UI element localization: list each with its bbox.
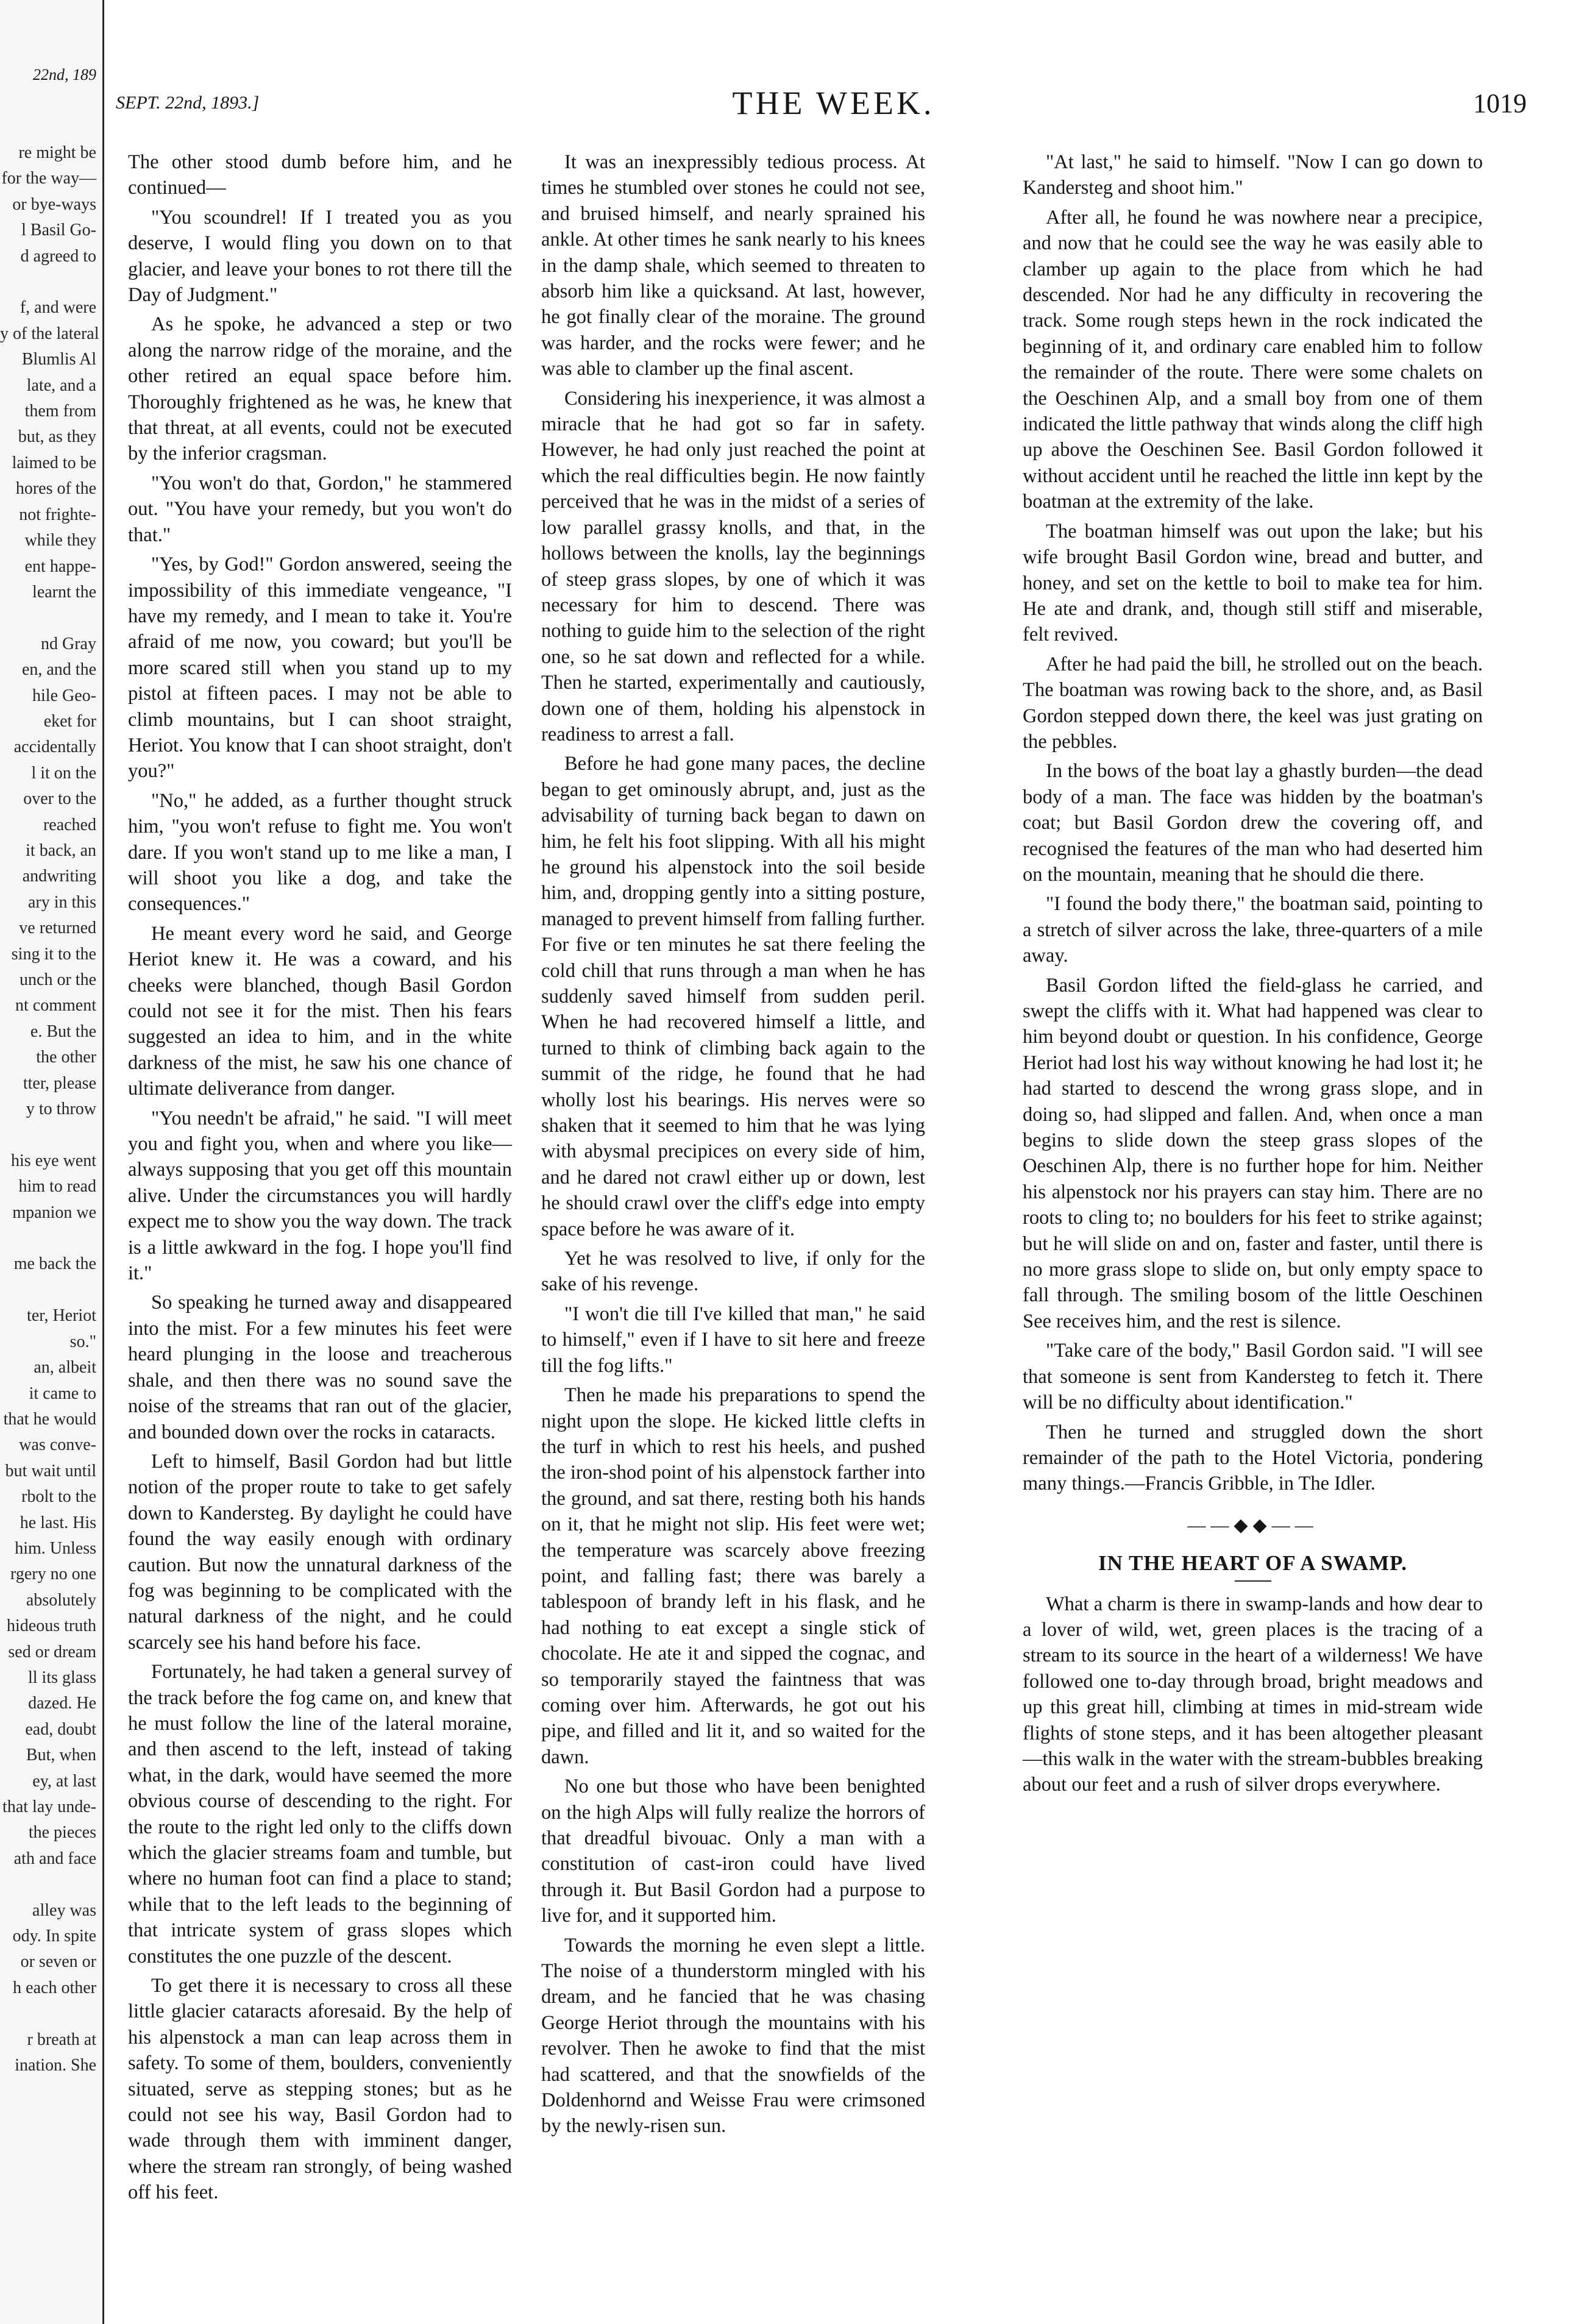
- fragment-line: that lay unde-: [2, 1797, 96, 1816]
- fragment-line: ent happe-: [24, 556, 96, 576]
- fragment-line: the other: [36, 1048, 96, 1067]
- header-date: SEPT. 22nd, 1893.]: [116, 93, 260, 113]
- fragment-line: him. Unless: [15, 1538, 96, 1558]
- paragraph: Yet he was resolved to live, if only for the sake of his revenge.: [541, 1248, 925, 1296]
- paragraph: Fortunately, he had taken a general survey of the track before the fog came on, and knew that he must follow the line of the lateral moraine, and then ascend to the left, instead of taking what, in the dark, would have seemed the more obvious course of descending to the right. For the route to the right led only to the cliffs down which the glacier streams foam and tumble, but where no human foot can find a place to stand; while that to the left leads to the beginning of that intricate system of grass slopes which constitutes the one puzzle of the descent.: [128, 1661, 512, 1967]
- page-number: 1019: [1473, 88, 1527, 118]
- fragment-line: y of the lateral: [0, 324, 99, 343]
- fragment-line: the pieces: [28, 1823, 96, 1842]
- paragraph: Then he turned and struggled down the short remainder of the path to the Hotel Victoria, pondering many things.—Francis Gribble, in The Idler.: [1023, 1421, 1483, 1495]
- fragment-line: [0, 605, 102, 631]
- fragment-line: or bye-ways: [12, 194, 96, 214]
- fragment-line: absolutely: [26, 1590, 96, 1610]
- fragment-line: But, when: [26, 1746, 96, 1765]
- fragment-line: an, albeit: [34, 1358, 96, 1377]
- paragraph: "Yes, by God!" Gordon answered, seeing the impossibility of this immediate vengeance, "I have my remedy, and I mean to take it. You're afraid of me now, you coward; but you'll be more scared still when you stand up to my pistol at fifteen paces. I may not be able to climb mountains, but I can shoot straight, Heriot. You know that I can shoot straight, don't you?": [128, 553, 512, 783]
- paragraph: Towards the morning he even slept a little. The noise of a thunderstorm mingled with his dream, and he fancied that he was chasing George Heriot through the mountains with his revolver. Then he awoke to find that the mist had scattered, and that the snowfields of the Doldenhornd and Weisse Frau were crimsoned by the newly-risen sun.: [541, 1934, 925, 2137]
- previous-page-fragments: [0, 140, 102, 2078]
- fragment-line: not frighte-: [19, 505, 96, 524]
- fragment-line: it came to: [29, 1384, 96, 1403]
- fragment-line: rbolt to the: [21, 1487, 96, 1507]
- fragment-line: alley was: [32, 1900, 96, 1920]
- fragment-line: while they: [24, 531, 96, 550]
- fragment-line: [0, 1226, 102, 1251]
- paragraph: Then he made his preparations to spend the night upon the slope. He kicked little clefts in the turf in which to rest his heels, and pushed the iron-shod point of his alpenstock farther into the ground, and sat there, resting both his hands on it, that he might not slip. His feet were wet; the temperature was scarcely above freezing point, and falling fast; there was barely a tablespoon of brandy left in his flask, and he had nothing to eat except a single stick of chocolate. He ate it and sipped the cognac, and so temporarily stayed the faintness that was coming over him. Afterwards, he got out his pipe, and filled and lit it, and so waited for the dawn.: [541, 1384, 925, 1768]
- column-3: [1023, 149, 1483, 1802]
- fragment-line: ve returned: [19, 919, 96, 938]
- fragment-line: l Basil Go-: [21, 221, 96, 240]
- paragraph: Before he had gone many paces, the decline began to get ominously abrupt, and, just as the advisability of turning back began to dawn on him, he felt his foot slipping. With all his might he ground his alpenstock into the soil beside him, and, dropping gently into a sitting posture, managed to prevent himself from falling further. For five or ten minutes he sat there feeling the cold chill that runs through a man when he has suddenly saved himself from sudden peril. When he had recovered himself a little, and turned to think of climbing back again to the summit of the ridge, he found that he had wholly lost his bearings. His nerves were so shaken that it seemed to him that he was lying with abysmal precipices on every side of him, and he dared not crawl either up or down, lest he should crawl over the cliff's edge into empty space before he was aware of it.: [541, 753, 925, 1240]
- paragraph: To get there it is necessary to cross all these little glacier cataracts aforesaid. By the help of his alpenstock a man can leap across them in safety. To some of them, boulders, conveniently situated, serve as stepping stones; but as he could not see his way, Basil Gordon had to wade through them with imminent danger, where the stream ran strongly, of being washed off his feet.: [128, 1975, 512, 2204]
- fragment-line: that he would: [3, 1409, 96, 1429]
- fragment-line: for the way—: [1, 169, 96, 188]
- fragment-line: e. But the: [30, 1022, 96, 1041]
- fragment-line: rgery no one: [10, 1565, 96, 1584]
- fragment-line: [0, 1872, 102, 1897]
- paragraph: Considering his inexperience, it was almost a miracle that he had got so far in safety. However, he had only just reached the point at which the real difficulties begin. He now faintly perceived that he was in the midst of a series of low parallel grassy knolls, and that, in the hollows between the knolls, lay the beginnings of steep grass slopes, by one of which it was necessary for him to descend. There was nothing to guide him to the selection of the right one, so he sat down and reflected for a while. Then he started, experimentally and cautiously, down one of them, holding his alpenstock in readiness to arrest a fall.: [541, 387, 925, 745]
- paragraph: "At last," he said to himself. "Now I can go down to Kandersteg and shoot him.": [1023, 151, 1483, 199]
- paragraph: What a charm is there in swamp-lands and how dear to a lover of wild, wet, green places is the tracing of a stream to its source in the heart of a wilderness! We have followed one to-day through broad, bright meadows and up this great hill, climbing at times in mid-stream wide flights of stone steps, and it has been altogether pleasant—this walk in the water with the stream-bubbles breaking about our feet and a rush of silver drops everywhere.: [1023, 1593, 1483, 1796]
- fragment-line: late, and a: [26, 375, 96, 395]
- fragment-line: was conve-: [19, 1435, 96, 1455]
- paragraph: "You won't do that, Gordon," he stammered out. "You have your remedy, but you won't do that.": [128, 472, 512, 546]
- fragment-line: reached: [43, 815, 96, 834]
- paragraph: "No," he added, as a further thought struck him, "you won't refuse to fight me. You won't dare. If you won't stand up to me like a man, I will shoot you like a dog, and take the consequences.": [128, 789, 512, 915]
- paragraph: After he had paid the bill, he strolled out on the beach. The boatman was rowing back to the shore, and, as Basil Gordon stepped down there, the keel was just grating on the pebbles.: [1023, 653, 1483, 753]
- column-2: [541, 149, 925, 2143]
- paragraph: No one but those who have been benighted on the high Alps will fully realize the horrors of that dreadful bivouac. Only a man with a constitution of cast-iron could have lived through it. But Basil Gordon had a purpose to live for, and it supported him.: [541, 1775, 925, 1927]
- paragraph: The other stood dumb before him, and he continued—: [128, 151, 512, 199]
- fragment-line: me back the: [13, 1254, 96, 1274]
- paragraph: In the bows of the boat lay a ghastly burden—the dead body of a man. The face was hidden by the boatman's coat; but Basil Gordon drew the covering off, and recognised the features of the man who had deserted him on the mountain, meaning that he should die there.: [1023, 760, 1483, 886]
- fragment-line: l it on the: [31, 763, 96, 783]
- paragraph: "I won't die till I've killed that man," he said to himself," even if I have to sit here and freeze till the fog lifts.": [541, 1302, 925, 1377]
- paragraph: "Take care of the body," Basil Gordon said. "I will see that someone is sent from Kandersteg to fetch it. There will be no difficulty about identification.": [1023, 1340, 1483, 1414]
- paragraph: "You scoundrel! If I treated you as you deserve, I would fling you down on to that glacier, and leave your bones to rot there till the Day of Judgment.": [128, 206, 512, 307]
- fragment-line: [0, 1277, 102, 1303]
- fragment-line: nt comment: [15, 996, 96, 1015]
- fragment-line: him to read: [18, 1177, 96, 1196]
- fragment-line: ey, at last: [32, 1771, 96, 1791]
- section-divider: ——◆◆——: [1187, 1515, 1318, 1535]
- fragment-line: his eye went: [11, 1151, 96, 1170]
- fragment-line: eket for: [43, 711, 96, 731]
- fragment-line: he last. His: [20, 1513, 96, 1532]
- fragment-line: ody. In spite: [12, 1927, 96, 1946]
- fragment-line: re might be: [18, 143, 96, 162]
- paragraph: Basil Gordon lifted the field-glass he carried, and swept the cliffs with it. What had happened was clear to him beyond doubt or question. In his confidence, George Heriot had lost his way without knowing he had lost it; he had started to descend the wrong grass slope, and in doing so, had slipped and fallen. And, when once a man begins to slide down the steep grass slopes of the Oeschinen Alp, there is no further hope for him. Neither his alpenstock nor his prayers can stay him. There are no roots to cling to; no boulders for his feet to strike against; but he will slide on and on, faster and faster, until there is no more grass slope to slide on, but only empty space to fall through. The smiling bosom of the little Oeschinen See receives him, and the rest is silence.: [1023, 974, 1483, 1332]
- fragment-line: r breath at: [27, 2030, 96, 2049]
- fragment-line: but, as they: [18, 427, 96, 447]
- fragment-line: d agreed to: [20, 246, 96, 266]
- paragraph: So speaking he turned away and disappeared into the mist. For a few minutes his feet were heard plunging in the loose and treacherous shale, and then there was no sound save the noise of the streams that ran out of the glacier, and bounded down over the rocks in cataracts.: [128, 1292, 512, 1443]
- fragment-line: y to throw: [26, 1100, 96, 1119]
- fragment-line: sing it to the: [11, 944, 96, 964]
- paragraph: It was an inexpressibly tedious process. At times he stumbled over stones he could not see, and bruised himself, and nearly sprained his ankle. At other times he sank nearly to his knees in the damp shale, which seemed to threaten to absorb him like a quicksand. At last, however, he got finally clear of the moraine. The ground was harder, and the rocks were fewer; and he was able to clamber up the final ascent.: [541, 151, 925, 380]
- paragraph: Left to himself, Basil Gordon had but little notion of the proper route to take to get safely down to Kandersteg. By daylight he could have found the way easily enough with ordinary caution. But now the unnatural darkness of the fog was beginning to be complicated with the natural darkness of the night, and he could scarcely see his hand before his face.: [128, 1450, 512, 1654]
- fragment-line: them from: [24, 402, 96, 421]
- fragment-line: so.": [69, 1332, 96, 1351]
- fragment-line: hores of the: [15, 479, 96, 499]
- fragment-line: accidentally: [13, 737, 96, 757]
- fragment-line: over to the: [23, 789, 96, 809]
- paragraph: "I found the body there," the boatman said, pointing to a stretch of silver across the lake, three-quarters of a mile away.: [1023, 893, 1483, 967]
- fragment-line: en, and the: [21, 660, 96, 680]
- fragment-line: [0, 269, 102, 295]
- previous-page-edge: [0, 0, 104, 2324]
- fragment-line: ead, doubt: [25, 1719, 96, 1739]
- paragraph: As he spoke, he advanced a step or two along the narrow ridge of the moraine, and the other retired an equal space before him. Thoroughly frightened as he was, he knew that that threat, at all events, could not be executed by the inferior cragsman.: [128, 313, 512, 465]
- fragment-line: it back, an: [26, 840, 96, 860]
- fragment-line: ination. She: [15, 2056, 96, 2075]
- fragment-line: h each other: [13, 1978, 96, 1997]
- fragment-line: tter, please: [23, 1073, 96, 1093]
- column-1: [128, 149, 512, 2209]
- fragment-line: nd Gray: [41, 634, 96, 653]
- fragment-line: learnt the: [32, 582, 96, 602]
- fragment-line: f, and were: [20, 298, 96, 318]
- section-title: IN THE HEART OF A SWAMP.: [1098, 1551, 1408, 1576]
- publication-title: THE WEEK.: [732, 85, 935, 121]
- fragment-line: andwriting: [22, 867, 96, 886]
- fragment-line: but wait until: [5, 1461, 96, 1480]
- fragment-line: hile Geo-: [32, 686, 96, 705]
- fragment-line: hideous truth: [7, 1616, 96, 1636]
- fragment-line: or seven or: [20, 1952, 96, 1972]
- paragraph: The boatman himself was out upon the lake; but his wife brought Basil Gordon wine, bread and butter, and honey, and set on the kettle to boil to make tea for him. He ate and drank, and, though still stiff and miserable, felt revived.: [1023, 520, 1483, 646]
- swamp-article: [1023, 1591, 1483, 1798]
- fragment-line: ary in this: [28, 892, 96, 912]
- title-rule: [1235, 1580, 1271, 1582]
- paragraph: "You needn't be afraid," he said. "I will meet you and fight you, when and where you like—always supposing that you get off this mountain alive. Under the circumstances you will hardly expect me to show you the way down. The track is a little awkward in the fog. I hope you'll find it.": [128, 1107, 512, 1285]
- fragment-line: ter, Heriot: [27, 1306, 96, 1326]
- paragraph: He meant every word he said, and George Heriot knew it. He was a coward, and his cheeks were blanched, though Basil Gordon could not see it for the mist. Then his fears suggested an idea to him, and in the white darkness of the mist, he saw his one chance of ultimate deliverance from danger.: [128, 922, 512, 1100]
- fragment-line: ath and face: [13, 1849, 96, 1868]
- fragment-line: laimed to be: [12, 453, 96, 472]
- previous-page-date: 22nd, 189: [33, 66, 96, 84]
- fragment-line: [0, 1122, 102, 1148]
- story-conclusion: [1023, 149, 1483, 1497]
- page-header: [116, 84, 1551, 133]
- fragment-line: unch or the: [20, 970, 96, 989]
- fragment-line: sed or dream: [8, 1642, 96, 1661]
- fragment-line: Blumlis Al: [21, 350, 96, 369]
- paragraph: After all, he found he was nowhere near a precipice, and now that he could see the way he was easily able to clamber up again to the place from which he had descended. Nor had he any difficulty in recovering the track. Some rough steps hewn in the rock indicated the beginning of it, and ordinary care enabled him to follow the remainder of the route. There were some chalets on the Oeschinen Alp, and a small boy from one of them indicated the little pathway that winds along the cliff high up above the Oeschinen See. Basil Gordon followed it without accident until he reached the little inn kept by the boatman at the extremity of the lake.: [1023, 206, 1483, 513]
- fragment-line: [0, 2001, 102, 2027]
- fragment-line: dazed. He: [28, 1694, 96, 1713]
- fragment-line: ll its glass: [27, 1668, 96, 1687]
- fragment-line: mpanion we: [12, 1203, 96, 1222]
